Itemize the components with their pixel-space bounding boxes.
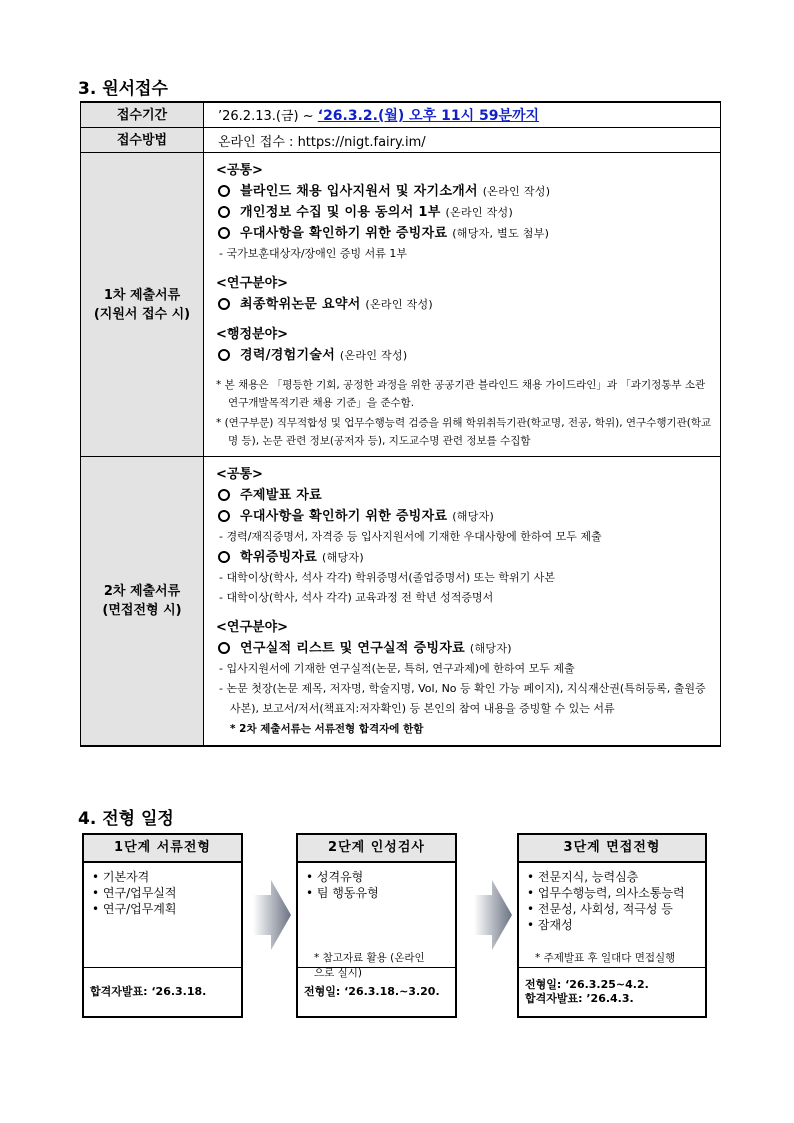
circle-bullet-icon	[218, 510, 230, 522]
doc-item-text: 최종학위논문 요약서	[240, 297, 361, 312]
circle-bullet-icon	[218, 298, 230, 310]
stage-items	[84, 863, 241, 917]
group-header: <연구분야>	[216, 276, 289, 291]
doc-item	[216, 294, 712, 315]
doc-sub: - 경력/재직증명서, 자격증 등 입사지원서에 기재한 우대사항에 한하여 모두 제출	[219, 530, 602, 543]
stage-item: • 업무수행능력, 의사소통능력	[527, 886, 685, 900]
doc-item	[216, 485, 712, 506]
group-header: <연구분야>	[216, 620, 289, 635]
method-row	[81, 128, 721, 153]
doc-item-note: (온라인 작성)	[339, 349, 408, 362]
stage-item: • 연구/업무실적	[92, 886, 177, 900]
first-docs-label-line1: 1차 제출서류	[103, 287, 181, 303]
doc-item-note: (온라인 작성)	[365, 298, 433, 311]
stage-3-box	[517, 833, 707, 1018]
section-4-title: 4. 전형 일정	[78, 809, 174, 829]
period-label: 접수기간	[81, 102, 204, 128]
first-docs-label	[81, 153, 204, 457]
second-docs-label	[81, 457, 204, 747]
circle-bullet-icon	[218, 185, 230, 197]
second-docs-label-line1: 2차 제출서류	[103, 584, 181, 599]
stage-2-box	[296, 833, 457, 1018]
stage-item: • 성격유형	[306, 870, 364, 884]
method-value: 온라인 접수 : https://nigt.fairy.im/	[204, 128, 721, 153]
doc-item-note: (해당자)	[452, 510, 495, 523]
arrow-right-icon	[253, 880, 291, 950]
doc-item-note: (해당자, 별도 첨부)	[452, 227, 550, 240]
note-text: * (연구부문) 직무적합성 및 업무수행능력 검증을 위해 학위취득기관(학교명, 전공, 학위), 연구수행기관(학교명 등), 논문 관련 정보(공저자 등), 지도교수명 관련 정보를 수집함	[216, 417, 712, 447]
stage-title: 1단계 서류전형	[84, 835, 241, 863]
doc-item	[216, 223, 712, 244]
doc-item	[216, 506, 712, 527]
group-header: <행정분야>	[216, 327, 289, 342]
method-label: 접수방법	[81, 128, 204, 153]
doc-sub: - 대학이상(학사, 석사 각각) 학위증명서(졸업증명서) 또는 학위기 사본	[219, 571, 556, 584]
group-header: <공통>	[216, 163, 263, 178]
doc-item	[216, 181, 712, 202]
doc-item-text: 우대사항을 확인하기 위한 증빙자료	[240, 509, 448, 524]
doc-item	[216, 202, 712, 223]
first-docs-row	[81, 153, 721, 457]
stage-item: • 전문성, 사회성, 적극성 등	[527, 902, 673, 916]
doc-item	[216, 638, 712, 659]
period-value	[204, 102, 721, 128]
doc-sub: - 논문 첫장(논문 제목, 저자명, 학술지명, Vol, No 등 확인 가능 페이지), 지식재산권(특허등록, 출원증 사본), 보고서/저서(책표지:저자확인) 등 본인의 참여 내용을 증빙할 수 있는 서류	[219, 682, 706, 715]
period-row	[81, 102, 721, 128]
stage-bottom-line: 합격자발표: ‘26.3.18.	[90, 985, 207, 998]
stage-bottom-line: 전형일: ‘26.3.18.~3.20.	[304, 985, 440, 998]
stage-bottom	[84, 967, 241, 1016]
stage-bottom-line: 합격자발표: ’26.4.3.	[525, 992, 634, 1005]
first-docs-content	[204, 153, 721, 457]
circle-bullet-icon	[218, 349, 230, 361]
group-header: <공통>	[216, 467, 263, 482]
arrow-right-icon	[474, 880, 512, 950]
doc-item-text: 학위증빙자료	[240, 550, 318, 565]
doc-item	[216, 345, 712, 366]
final-note: * 2차 제출서류는 서류전형 합격자에 한함	[230, 723, 424, 735]
stage-item: • 기본자격	[92, 870, 150, 884]
stage-item: • 연구/업무계획	[92, 902, 177, 916]
second-docs-row	[81, 457, 721, 747]
doc-item-text: 주제발표 자료	[240, 488, 322, 503]
stage-title: 3단계 면접전형	[519, 835, 705, 863]
doc-item-text: 경력/경험기술서	[240, 348, 336, 363]
doc-item-text: 우대사항을 확인하기 위한 증빙자료	[240, 226, 448, 241]
stage-item: • 전문지식, 능력심층	[527, 870, 639, 884]
stage-note: * 참고자료 활용 (온라인으로 실시)	[314, 952, 425, 979]
doc-item-note: (온라인 작성)	[482, 185, 551, 198]
circle-bullet-icon	[218, 206, 230, 218]
first-docs-label-line2: (지원서 접수 시)	[93, 306, 191, 322]
doc-sub: - 국가보훈대상자/장애인 증빙 서류 1부	[219, 247, 408, 260]
doc-item-text: 블라인드 채용 입사지원서 및 자기소개서	[240, 184, 478, 199]
second-docs-content	[204, 457, 721, 747]
note-text: * 본 채용은 「평등한 기회, 공정한 과정을 위한 공공기관 블라인드 채용 가이드라인」과 「과기정통부 소관 연구개발목적기관 채용 기준」을 준수함.	[216, 379, 706, 409]
stage-item: • 팀 행동유형	[306, 886, 379, 900]
doc-item-text: 개인정보 수집 및 이용 동의서 1부	[240, 205, 441, 220]
period-deadline: ‘26.3.2.(월) 오후 11시 59분까지	[317, 108, 540, 124]
doc-item	[216, 547, 712, 568]
doc-sub: - 대학이상(학사, 석사 각각) 교육과정 전 학년 성적증명서	[219, 591, 494, 604]
stage-title: 2단계 인성검사	[298, 835, 455, 863]
stage-bottom	[519, 967, 705, 1016]
second-docs-label-line2: (면접전형 시)	[102, 603, 182, 618]
circle-bullet-icon	[218, 551, 230, 563]
section-3-title: 3. 원서접수	[78, 79, 168, 99]
period-start: ’26.2.13.(금) ~	[218, 109, 318, 124]
doc-item-note: (온라인 작성)	[445, 206, 514, 219]
doc-sub: - 입사지원서에 기재한 연구실적(논문, 특허, 연구과제)에 한하여 모두 제출	[219, 662, 575, 675]
doc-item-note: (해당자)	[321, 551, 364, 564]
stage-items	[519, 863, 705, 933]
stage-items	[298, 863, 455, 901]
stage-1-box	[82, 833, 243, 1018]
circle-bullet-icon	[218, 227, 230, 239]
stage-item: • 잠재성	[527, 918, 573, 932]
stage-bottom-line: 전형일: ‘26.3.25~4.2.	[525, 978, 649, 991]
stage-note: * 주제발표 후 일대다 면접실행	[535, 952, 676, 964]
stage-bottom	[298, 967, 455, 1016]
circle-bullet-icon	[218, 642, 230, 654]
application-table	[80, 101, 721, 747]
circle-bullet-icon	[218, 489, 230, 501]
doc-item-text: 연구실적 리스트 및 연구실적 증빙자료	[240, 641, 466, 656]
doc-item-note: (해당자)	[469, 642, 512, 655]
